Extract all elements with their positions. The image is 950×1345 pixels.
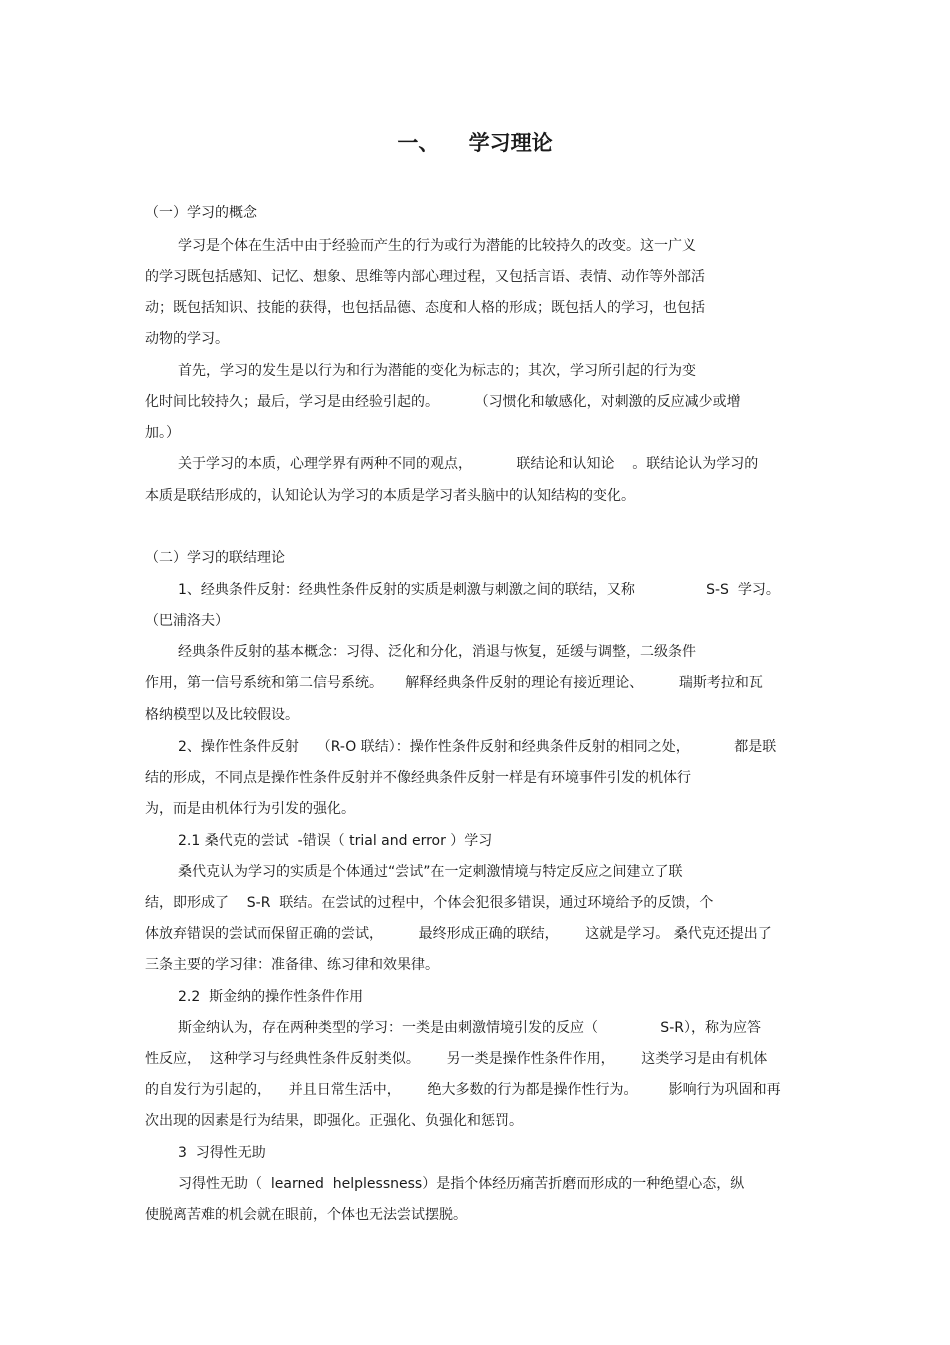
paragraph-line: 本质是联结形成的，认知论认为学习的本质是学习者头脑中的认知结构的变化。: [145, 488, 635, 504]
subsection-heading-thorndike: 2.1 桑代克的尝试 -错误（ trial and error ）学习: [178, 833, 493, 849]
paragraph-line: 的自发行为引起的， 并且日常生活中， 绝大多数的行为都是操作性行为。 影响行为巩固和再: [145, 1082, 781, 1098]
paragraph-line: 动；既包括知识、技能的获得，也包括品德、态度和人格的形成；既包括人的学习，也包括: [145, 300, 705, 316]
paragraph-line: 动物的学习。: [145, 331, 229, 347]
paragraph-line: 的学习既包括感知、记忆、想象、思维等内部心理过程，又包括言语、表情、动作等外部活: [145, 269, 705, 285]
paragraph-line: 结，即形成了 S-R 联结。在尝试的过程中，个体会犯很多错误，通过环境给予的反馈，个: [145, 895, 714, 911]
paragraph-line: 首先，学习的发生是以行为和行为潜能的变化为标志的；其次，学习所引起的行为变: [178, 363, 696, 379]
paragraph-line: 斯金纳认为，存在两种类型的学习：一类是由刺激情境引发的反应（ S-R），称为应答: [178, 1020, 761, 1036]
section-heading-associative-theory: （二）学习的联结理论: [145, 550, 285, 566]
paragraph-line: 体放弃错误的尝试而保留正确的尝试， 最终形成正确的联结， 这就是学习。 桑代克还提出了: [145, 926, 772, 942]
paragraph-line: 关于学习的本质，心理学界有两种不同的观点， 联结论和认知论 。联结论认为学习的: [178, 456, 759, 472]
subsection-heading-skinner: 2.2 斯金纳的操作性条件作用: [178, 989, 364, 1005]
paragraph-line: 为，而是由机体行为引发的强化。: [145, 801, 355, 817]
paragraph-line: 加。）: [145, 425, 180, 441]
paragraph-line: 习得性无助（ learned helplessness）是指个体经历痛苦折磨而形成的一种绝望心态，纵: [178, 1176, 745, 1192]
paragraph-line: 使脱离苦难的机会就在眼前，个体也无法尝试摆脱。: [145, 1207, 467, 1223]
paragraph-line: 化时间比较持久；最后，学习是由经验引起的。 （习惯化和敏感化，对刺激的反应减少或增: [145, 394, 741, 410]
section-heading-concept: （一）学习的概念: [145, 205, 257, 221]
paragraph-line: （巴浦洛夫）: [145, 613, 229, 629]
paragraph-line: 格纳模型以及比较假设。: [145, 707, 299, 723]
paragraph-line: 1、经典条件反射：经典性条件反射的实质是刺激与刺激之间的联结，又称 S-S 学习。: [178, 582, 780, 598]
paragraph-line: 学习是个体在生活中由于经验而产生的行为或行为潜能的比较持久的改变。这一广义: [178, 238, 696, 254]
paragraph-line: 桑代克认为学习的实质是个体通过“尝试”在一定刺激情境与特定反应之间建立了联: [178, 864, 683, 880]
paragraph-line: 结的形成，不同点是操作性条件反射并不像经典条件反射一样是有环境事件引发的机体行: [145, 770, 691, 786]
page-title: 一、 学习理论: [397, 131, 553, 155]
paragraph-line: 性反应， 这种学习与经典性条件反射类似。 另一类是操作性条件作用， 这类学习是由有机体: [145, 1051, 768, 1067]
subsection-heading-learned-helplessness: 3 习得性无助: [178, 1145, 266, 1161]
paragraph-line: 次出现的因素是行为结果，即强化。正强化、负强化和惩罚。: [145, 1113, 523, 1129]
paragraph-line: 2、操作性条件反射 （R-O 联结）：操作性条件反射和经典条件反射的相同之处， 都是联: [178, 739, 777, 755]
paragraph-line: 作用，第一信号系统和第二信号系统。 解释经典条件反射的理论有接近理论、 瑞斯考拉和瓦: [145, 675, 763, 691]
paragraph-line: 三条主要的学习律：准备律、练习律和效果律。: [145, 957, 439, 973]
paragraph-line: 经典条件反射的基本概念：习得、泛化和分化，消退与恢复，延缓与调整，二级条件: [178, 644, 696, 660]
